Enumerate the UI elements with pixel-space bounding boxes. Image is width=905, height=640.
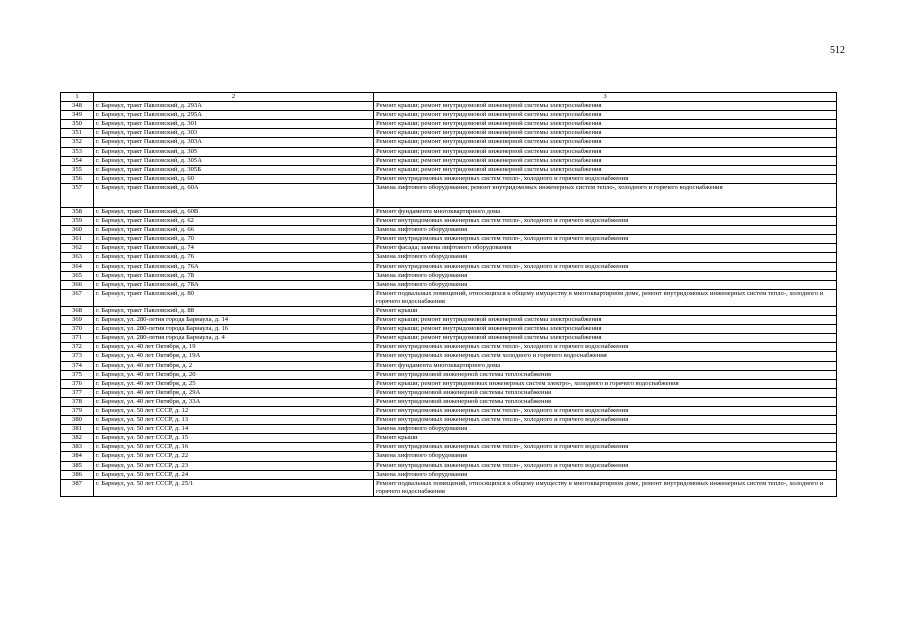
row-work-type: Ремонт внутридомовых инженерных систем тепло-, холодного и горячего водоснабжения	[374, 235, 837, 244]
row-number: 379	[61, 407, 94, 416]
row-number: 362	[61, 244, 94, 253]
row-work-type: Ремонт внутридомовых инженерных систем тепло-, холодного и горячего водоснабжения	[374, 416, 837, 425]
row-work-type: Замена лифтового оборудования	[374, 280, 837, 289]
row-number: 361	[61, 235, 94, 244]
table-row	[61, 443, 837, 452]
row-work-type: Ремонт крыши; ремонт внутридомовой инженерной системы электроснабжения	[374, 102, 837, 111]
table-row	[61, 416, 837, 425]
row-number: 383	[61, 443, 94, 452]
row-number: 372	[61, 343, 94, 352]
row-number: 349	[61, 111, 94, 120]
row-address: г. Барнаул, тракт Павловский, д. 305Б	[94, 165, 374, 174]
row-address: г. Барнаул, тракт Павловский, д. 70	[94, 235, 374, 244]
row-address: г. Барнаул, тракт Павловский, д. 305А	[94, 156, 374, 165]
row-work-type: Ремонт крыши; ремонт внутридомовых инженерных систем электро-, холодного и горячего водоснабжения	[374, 379, 837, 388]
row-number: 378	[61, 397, 94, 406]
row-address: г. Барнаул, ул. 50 лет СССР, д. 15	[94, 434, 374, 443]
table-row	[61, 156, 837, 165]
row-number: 356	[61, 174, 94, 183]
row-work-type: Ремонт внутридомовых инженерных систем тепло-, холодного и горячего водоснабжения	[374, 343, 837, 352]
row-address: г. Барнаул, тракт Павловский, д. 76А	[94, 262, 374, 271]
table-row	[61, 120, 837, 129]
row-work-type: Ремонт крыши; ремонт внутридомовой инженерной системы электроснабжения	[374, 120, 837, 129]
row-number: 353	[61, 147, 94, 156]
row-address: г. Барнаул, тракт Павловский, д. 80	[94, 289, 374, 306]
table-row	[61, 379, 837, 388]
row-address: г. Барнаул, ул. 50 лет СССР, д. 25/1	[94, 479, 374, 496]
row-address: г. Барнаул, ул. 40 лет Октября, д. 20	[94, 370, 374, 379]
row-work-type: Ремонт крыши; ремонт внутридомовой инженерной системы электроснабжения	[374, 334, 837, 343]
table-row	[61, 470, 837, 479]
table-row	[61, 452, 837, 461]
row-work-type: Замена лифтового оборудования; ремонт внутридомовых инженерных систем тепло-, холодного и горячего водоснабжения	[374, 183, 837, 207]
column-header-number: 1	[61, 93, 94, 102]
row-work-type: Ремонт внутридомовых инженерных систем тепло-, холодного и горячего водоснабжения	[374, 217, 837, 226]
table-row	[61, 334, 837, 343]
row-number: 348	[61, 102, 94, 111]
row-number: 351	[61, 129, 94, 138]
row-work-type: Ремонт внутридомовых инженерных систем тепло-, холодного и горячего водоснабжения	[374, 174, 837, 183]
row-address: г. Барнаул, тракт Павловский, д. 305	[94, 147, 374, 156]
table-header-row	[61, 93, 837, 102]
table-row	[61, 207, 837, 216]
table-row	[61, 370, 837, 379]
row-work-type: Ремонт крыши; ремонт внутридомовой инженерной системы электроснабжения	[374, 325, 837, 334]
row-address: г. Барнаул, ул. 50 лет СССР, д. 22	[94, 452, 374, 461]
row-work-type: Замена лифтового оборудования	[374, 253, 837, 262]
table-row	[61, 425, 837, 434]
row-address: г. Барнаул, ул. 50 лет СССР, д. 14	[94, 425, 374, 434]
row-address: г. Барнаул, ул. 50 лет СССР, д. 24	[94, 470, 374, 479]
row-number: 354	[61, 156, 94, 165]
table-row	[61, 388, 837, 397]
row-work-type: Ремонт внутридомовых инженерных систем тепло-, холодного и горячего водоснабжения	[374, 407, 837, 416]
row-number: 368	[61, 306, 94, 315]
table-row	[61, 361, 837, 370]
table-row	[61, 111, 837, 120]
table-row	[61, 289, 837, 306]
row-address: г. Барнаул, тракт Павловский, д. 303	[94, 129, 374, 138]
table-row	[61, 343, 837, 352]
row-address: г. Барнаул, ул. 50 лет СССР, д. 12	[94, 407, 374, 416]
row-address: г. Барнаул, тракт Павловский, д. 78А	[94, 280, 374, 289]
table-row	[61, 226, 837, 235]
row-address: г. Барнаул, тракт Павловский, д. 74	[94, 244, 374, 253]
row-work-type: Ремонт крыши; ремонт внутридомовой инженерной системы электроснабжения	[374, 156, 837, 165]
table-row	[61, 244, 837, 253]
table-row	[61, 138, 837, 147]
table-row	[61, 102, 837, 111]
column-header-work-type: 3	[374, 93, 837, 102]
row-number: 376	[61, 379, 94, 388]
row-address: г. Барнаул, ул. 50 лет СССР, д. 16	[94, 443, 374, 452]
row-address: г. Барнаул, ул. 40 лет Октября, д. 19А	[94, 352, 374, 361]
row-number: 370	[61, 325, 94, 334]
row-number: 366	[61, 280, 94, 289]
row-work-type: Ремонт крыши; ремонт внутридомовой инженерной системы электроснабжения	[374, 147, 837, 156]
row-address: г. Барнаул, тракт Павловский, д. 76	[94, 253, 374, 262]
row-address: г. Барнаул, тракт Павловский, д. 62	[94, 217, 374, 226]
row-number: 357	[61, 183, 94, 207]
table-row	[61, 352, 837, 361]
repair-program-table	[60, 92, 837, 497]
row-work-type: Ремонт фасада; замена лифтового оборудования	[374, 244, 837, 253]
row-address: г. Барнаул, ул. 40 лет Октября, д. 19	[94, 343, 374, 352]
row-address: г. Барнаул, тракт Павловский, д. 301	[94, 120, 374, 129]
row-address: г. Барнаул, ул. 280-летия города Барнаула, д. 14	[94, 316, 374, 325]
table-row	[61, 174, 837, 183]
row-number: 367	[61, 289, 94, 306]
row-work-type: Ремонт фундамента многоквартирного дома	[374, 361, 837, 370]
table-row	[61, 165, 837, 174]
table-row	[61, 253, 837, 262]
row-address: г. Барнаул, ул. 50 лет СССР, д. 13	[94, 416, 374, 425]
column-header-address: 2	[94, 93, 374, 102]
table-row	[61, 271, 837, 280]
row-work-type: Ремонт внутридомовой инженерной системы теплоснабжения	[374, 388, 837, 397]
row-address: г. Барнаул, тракт Павловский, д. 60В	[94, 207, 374, 216]
row-address: г. Барнаул, ул. 280-летия города Барнаула, д. 16	[94, 325, 374, 334]
row-work-type: Ремонт крыши; ремонт внутридомовой инженерной системы электроснабжения	[374, 111, 837, 120]
row-work-type: Ремонт крыши	[374, 306, 837, 315]
row-address: г. Барнаул, тракт Павловский, д. 88	[94, 306, 374, 315]
row-number: 380	[61, 416, 94, 425]
row-number: 375	[61, 370, 94, 379]
row-number: 355	[61, 165, 94, 174]
row-address: г. Барнаул, тракт Павловский, д. 295А	[94, 111, 374, 120]
row-work-type: Замена лифтового оборудования	[374, 470, 837, 479]
row-address: г. Барнаул, тракт Павловский, д. 66	[94, 226, 374, 235]
row-number: 387	[61, 479, 94, 496]
table-row	[61, 461, 837, 470]
row-address: г. Барнаул, ул. 40 лет Октября, д. 25	[94, 379, 374, 388]
row-work-type: Ремонт фундамента многоквартирного дома	[374, 207, 837, 216]
row-number: 359	[61, 217, 94, 226]
row-work-type: Ремонт крыши	[374, 434, 837, 443]
row-address: г. Барнаул, тракт Павловский, д. 60	[94, 174, 374, 183]
row-address: г. Барнаул, ул. 40 лет Октября, д. 2	[94, 361, 374, 370]
row-work-type: Замена лифтового оборудования	[374, 226, 837, 235]
row-number: 374	[61, 361, 94, 370]
row-number: 381	[61, 425, 94, 434]
row-work-type: Ремонт крыши; ремонт внутридомовой инженерной системы электроснабжения	[374, 165, 837, 174]
row-number: 352	[61, 138, 94, 147]
row-work-type: Ремонт крыши; ремонт внутридомовой инженерной системы электроснабжения	[374, 138, 837, 147]
row-number: 360	[61, 226, 94, 235]
row-number: 363	[61, 253, 94, 262]
row-number: 369	[61, 316, 94, 325]
table-row	[61, 325, 837, 334]
table-row	[61, 397, 837, 406]
table-row	[61, 479, 837, 496]
row-number: 365	[61, 271, 94, 280]
row-number: 358	[61, 207, 94, 216]
row-address: г. Барнаул, тракт Павловский, д. 293А	[94, 102, 374, 111]
row-address: г. Барнаул, ул. 280-летия города Барнаула, д. 4	[94, 334, 374, 343]
table-row	[61, 280, 837, 289]
table-row	[61, 316, 837, 325]
table-row	[61, 129, 837, 138]
row-number: 386	[61, 470, 94, 479]
table-row	[61, 217, 837, 226]
row-work-type: Ремонт внутридомовых инженерных систем тепло-, холодного и горячего водоснабжения	[374, 262, 837, 271]
row-work-type: Ремонт подвальных помещений, относящихся к общему имуществу в многоквартирном доме, ремонт внутридомовых инженерных систем тепло-, холодного и горячего водоснабжения	[374, 289, 837, 306]
row-number: 364	[61, 262, 94, 271]
table-row	[61, 407, 837, 416]
row-work-type: Замена лифтового оборудования	[374, 271, 837, 280]
row-work-type: Ремонт крыши; ремонт внутридомовой инженерной системы электроснабжения	[374, 129, 837, 138]
row-number: 384	[61, 452, 94, 461]
row-number: 377	[61, 388, 94, 397]
row-work-type: Замена лифтового оборудования	[374, 425, 837, 434]
row-address: г. Барнаул, тракт Павловский, д. 303А	[94, 138, 374, 147]
row-work-type: Ремонт внутридомовой инженерной системы теплоснабжения	[374, 397, 837, 406]
table-row	[61, 235, 837, 244]
row-work-type: Ремонт внутридомовой инженерной системы теплоснабжения	[374, 370, 837, 379]
row-address: г. Барнаул, тракт Павловский, д. 78	[94, 271, 374, 280]
row-address: г. Барнаул, ул. 50 лет СССР, д. 23	[94, 461, 374, 470]
row-number: 373	[61, 352, 94, 361]
row-work-type: Ремонт внутридомовых инженерных систем холодного и горячего водоснабжения	[374, 352, 837, 361]
row-number: 350	[61, 120, 94, 129]
row-address: г. Барнаул, тракт Павловский, д. 60А	[94, 183, 374, 207]
table-row	[61, 434, 837, 443]
row-address: г. Барнаул, ул. 40 лет Октября, д. 33А	[94, 397, 374, 406]
row-number: 382	[61, 434, 94, 443]
row-work-type: Ремонт крыши; ремонт внутридомовой инженерной системы электроснабжения	[374, 316, 837, 325]
table-row	[61, 183, 837, 207]
row-number: 371	[61, 334, 94, 343]
row-work-type: Ремонт внутридомовых инженерных систем тепло-, холодного и горячего водоснабжения	[374, 443, 837, 452]
table-body	[61, 102, 837, 497]
row-work-type: Замена лифтового оборудования	[374, 452, 837, 461]
table-row	[61, 262, 837, 271]
row-work-type: Ремонт подвальных помещений, относящихся к общему имуществу в многоквартирном доме, ремонт внутридомовых инженерных систем тепло-, холодного и горячего водоснабжения	[374, 479, 837, 496]
table-row	[61, 147, 837, 156]
row-work-type: Ремонт внутридомовых инженерных систем тепло-, холодного и горячего водоснабжения	[374, 461, 837, 470]
table-row	[61, 306, 837, 315]
row-address: г. Барнаул, ул. 40 лет Октября, д. 29А	[94, 388, 374, 397]
page-number: 512	[830, 45, 845, 56]
row-number: 385	[61, 461, 94, 470]
